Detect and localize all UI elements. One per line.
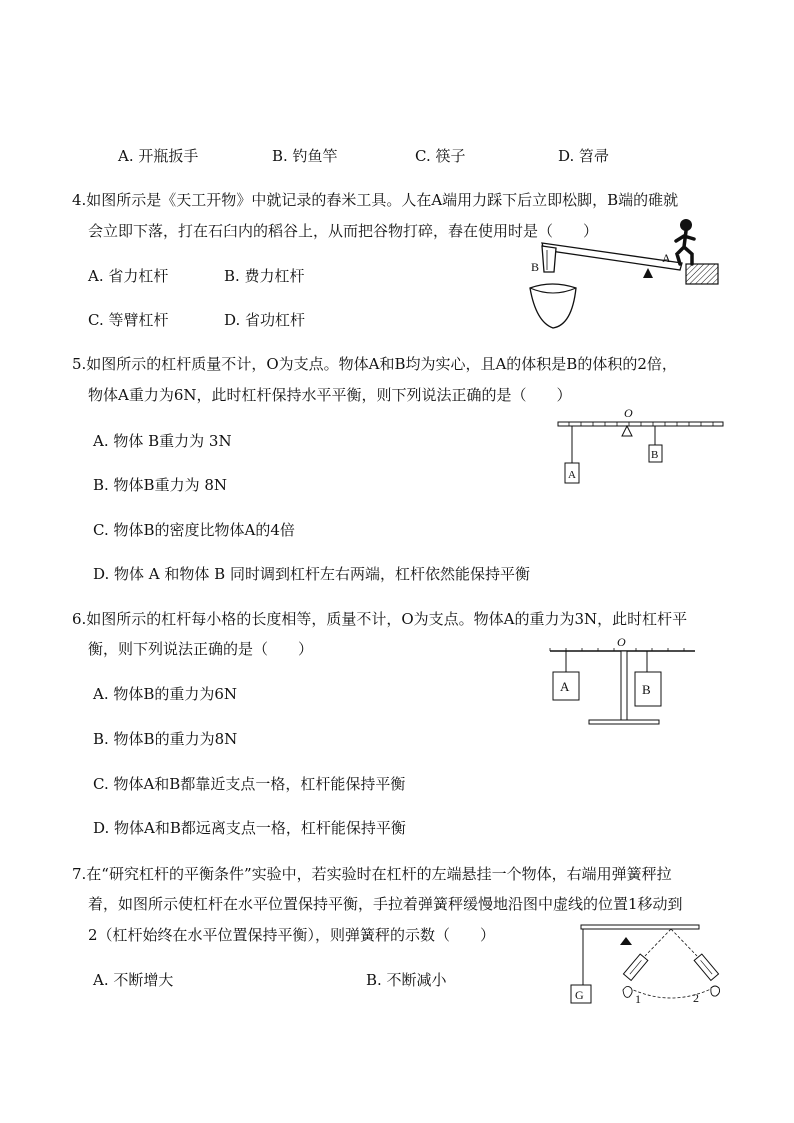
q5-stem-line2: 物体A重力为6N，此时杠杆保持水平平衡，则下列说法正确的是（ ） <box>88 386 572 404</box>
q4-option-d: D. 省功杠杆 <box>224 311 306 329</box>
q5-option-d: D. 物体 A 和物体 B 同时调到杠杆左右两端，杠杆依然能保持平衡 <box>93 565 530 583</box>
q5-option-b: B. 物体B重力为 8N <box>93 476 228 494</box>
label-2: 2 <box>693 991 699 1005</box>
q4-stem-line1: 4.如图所示是《天工开物》中就记录的舂米工具。人在A端用力踩下后立即松脚，B端的碓就 <box>72 191 679 209</box>
q4-stem-line2: 会立即下落，打在石臼内的稻谷上，从而把谷物打碎，舂在使用时是（ ） <box>88 222 599 240</box>
q3-option-c: C. 筷子 <box>415 147 466 165</box>
q7-lever-figure <box>565 918 730 1013</box>
q3-option-b: B. 钓鱼竿 <box>272 147 338 165</box>
label-a: A <box>568 469 576 481</box>
lever-beam <box>558 422 723 426</box>
label-a: A <box>560 679 570 694</box>
step-block <box>686 264 718 284</box>
q4-option-c: C. 等臂杠杆 <box>88 311 169 329</box>
q6-option-d: D. 物体A和B都远离支点一格，杠杆能保持平衡 <box>93 819 406 837</box>
q7-option-a: A. 不断增大 <box>93 971 174 989</box>
q7-stem-line2: 着，如图所示使杠杆在水平位置保持平衡，手拉着弹簧秤缓慢地沿图中虚线的位置1移动到 <box>88 895 683 913</box>
q4-option-a: A. 省力杠杆 <box>88 267 169 285</box>
q7-option-b: B. 不断减小 <box>366 971 447 989</box>
q6-option-c: C. 物体A和B都靠近支点一格，杠杆能保持平衡 <box>93 775 406 793</box>
spring-scale-2 <box>694 954 718 980</box>
label-o: O <box>617 635 626 649</box>
hand-1 <box>623 986 632 997</box>
fulcrum <box>622 426 632 436</box>
q3-option-d: D. 笤帚 <box>558 147 610 165</box>
q7-stem-line3: 2（杠杆始终在水平位置保持平衡），则弹簧秤的示数（ ） <box>88 926 496 944</box>
q5-lever-figure <box>555 405 730 490</box>
q6-stem-line1: 6.如图所示的杠杆每小格的长度相等，质量不计，O为支点。物体A的重力为3N，此时杠杆平 <box>72 610 688 628</box>
fulcrum <box>643 268 653 278</box>
q4-option-b: B. 费力杠杆 <box>224 267 305 285</box>
lever-beam <box>581 925 699 929</box>
person-head <box>680 219 692 231</box>
label-b: B <box>642 682 651 697</box>
person-body <box>676 231 694 264</box>
lever-base <box>589 720 659 724</box>
q5-option-a: A. 物体 B重力为 3N <box>93 432 232 450</box>
q7-stem-line1: 7.在“研究杠杆的平衡条件”实验中，若实验时在杠杆的左端悬挂一个物体，右端用弹簧秤拉 <box>72 865 672 883</box>
fulcrum <box>620 937 632 945</box>
hand-2 <box>711 986 720 996</box>
label-1: 1 <box>635 992 641 1006</box>
q6-lever-figure <box>545 634 725 729</box>
q5-stem-line1: 5.如图所示的杠杆质量不计，O为支点。物体A和B均为实心，且A的体积是B的体积的2倍， <box>72 355 677 373</box>
q5-option-c: C. 物体B的密度比物体A的4倍 <box>93 521 295 539</box>
q6-option-b: B. 物体B的重力为8N <box>93 730 238 748</box>
q4-pestle-figure <box>520 210 730 335</box>
label-b: B <box>651 449 659 461</box>
pestle-beam <box>542 243 682 270</box>
q3-option-a: A. 开瓶扳手 <box>118 147 199 165</box>
q6-option-a: A. 物体B的重力为6N <box>93 685 238 703</box>
spring-scale-1 <box>623 954 647 980</box>
label-b: B <box>531 260 540 274</box>
q6-stem-line2: 衡，则下列说法正确的是（ ） <box>88 640 314 658</box>
label-a: A <box>662 251 671 265</box>
lever-stand <box>621 651 627 721</box>
pestle-head <box>542 246 556 272</box>
label-o: O <box>624 406 633 420</box>
label-g: G <box>575 988 584 1002</box>
dashed-arc <box>629 988 713 998</box>
